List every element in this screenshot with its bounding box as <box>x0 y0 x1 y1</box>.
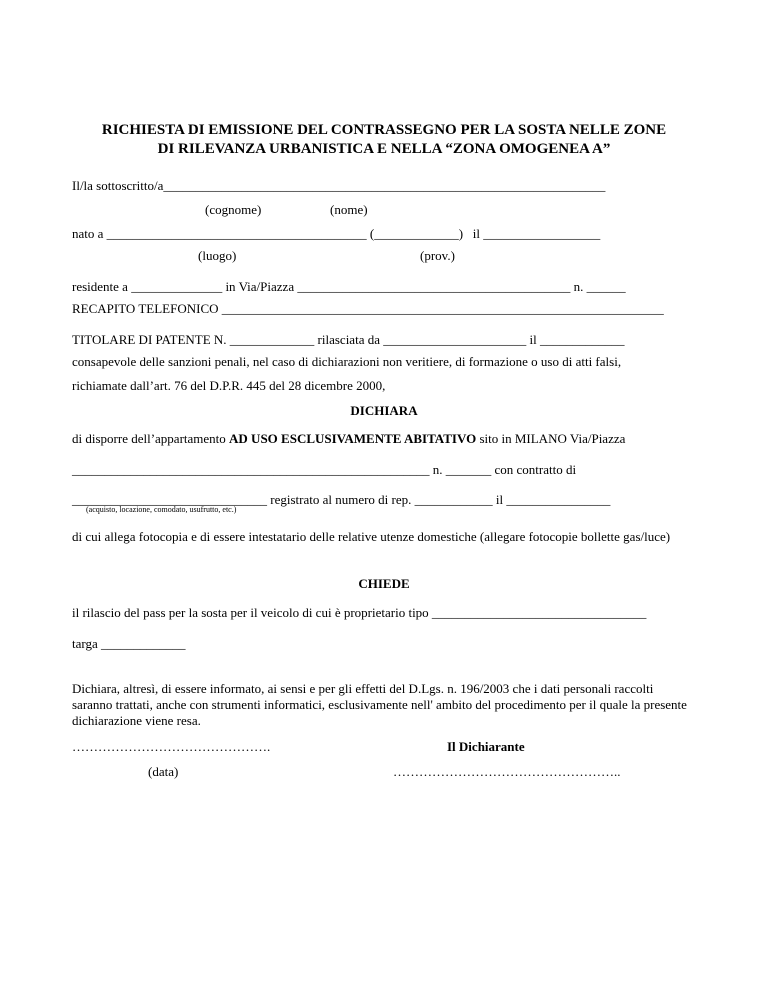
targa-field[interactable]: targa _____________ <box>72 636 186 651</box>
recapito-telefonico-field[interactable]: RECAPITO TELEFONICO ____________________________________________________________________ <box>72 301 664 316</box>
indirizzo-field[interactable]: _______________________________________________________ n. _______ con contratto di <box>72 462 577 477</box>
chiede-heading: CHIEDE <box>358 576 410 591</box>
date-field[interactable]: ………………………………………. <box>72 739 271 754</box>
consapevole-text: consapevole delle sanzioni penali, nel caso di dichiarazioni non veritiere, di formazione o uso di atti falsi, <box>72 354 622 369</box>
title-line-2: DI RILEVANZA URBANISTICA E NELLA “ZONA OMOGENEA A” <box>157 141 611 157</box>
disporre-post: sito in MILANO Via/Piazza <box>476 431 626 446</box>
nato-field[interactable]: nato a ________________________________________ (_____________) il __________________ <box>72 226 601 241</box>
patente-field[interactable]: TITOLARE DI PATENTE N. _____________ rilasciata da ______________________ il _____________ <box>72 332 625 347</box>
signature-field[interactable]: …………………………………………….. <box>393 764 621 779</box>
richiamate-text: richiamate dall’art. 76 del D.P.R. 445 del 28 dicembre 2000, <box>72 378 386 393</box>
dichiarante-label: Il Dichiarante <box>447 739 525 754</box>
disporre-pre: di disporre dell’appartamento <box>72 431 230 446</box>
privacy-text: Dichiara, altresì, di essere informato, ai sensi e per gli effetti del D.Lgs. n. 196/2003 che i dati personali raccolti saranno trattati, anche con strumenti informatici, esclusivamente nell' ambito del procedimento per il quale la presente dichiarazione viene resa. <box>72 681 687 728</box>
contratto-note: (acquisto, locazione, comodato, usufrutto, etc.) <box>86 505 237 514</box>
data-label: (data) <box>148 764 179 779</box>
allega-text: di cui allega fotocopia e di essere intestatario delle relative utenze domestiche (allegare fotocopie bollette gas/luce) <box>72 529 671 544</box>
cognome-label: (cognome) <box>205 202 262 217</box>
rilascio-field[interactable]: il rilascio del pass per la sosta per il veicolo di cui è proprietario tipo _________________________________ <box>72 605 647 620</box>
disporre-bold: AD USO ESCLUSIVAMENTE ABITATIVO <box>229 431 477 446</box>
title-line-1: RICHIESTA DI EMISSIONE DEL CONTRASSEGNO PER LA SOSTA NELLE ZONE <box>101 122 667 138</box>
luogo-label: (luogo) <box>198 248 237 263</box>
contratto-field[interactable]: ______________________________ registrato al numero di rep. ____________ il ________________ <box>72 492 611 507</box>
disporre-text <box>72 431 625 447</box>
residente-field[interactable]: residente a ______________ in Via/Piazza __________________________________________ n. ______ <box>72 279 626 294</box>
prov-label: (prov.) <box>420 248 455 263</box>
sottoscritto-field[interactable]: Il/la sottoscritto/a____________________________________________________________________ <box>72 178 606 193</box>
dichiara-heading: DICHIARA <box>350 403 418 418</box>
form-title <box>60 121 708 159</box>
nome-label: (nome) <box>330 202 368 217</box>
